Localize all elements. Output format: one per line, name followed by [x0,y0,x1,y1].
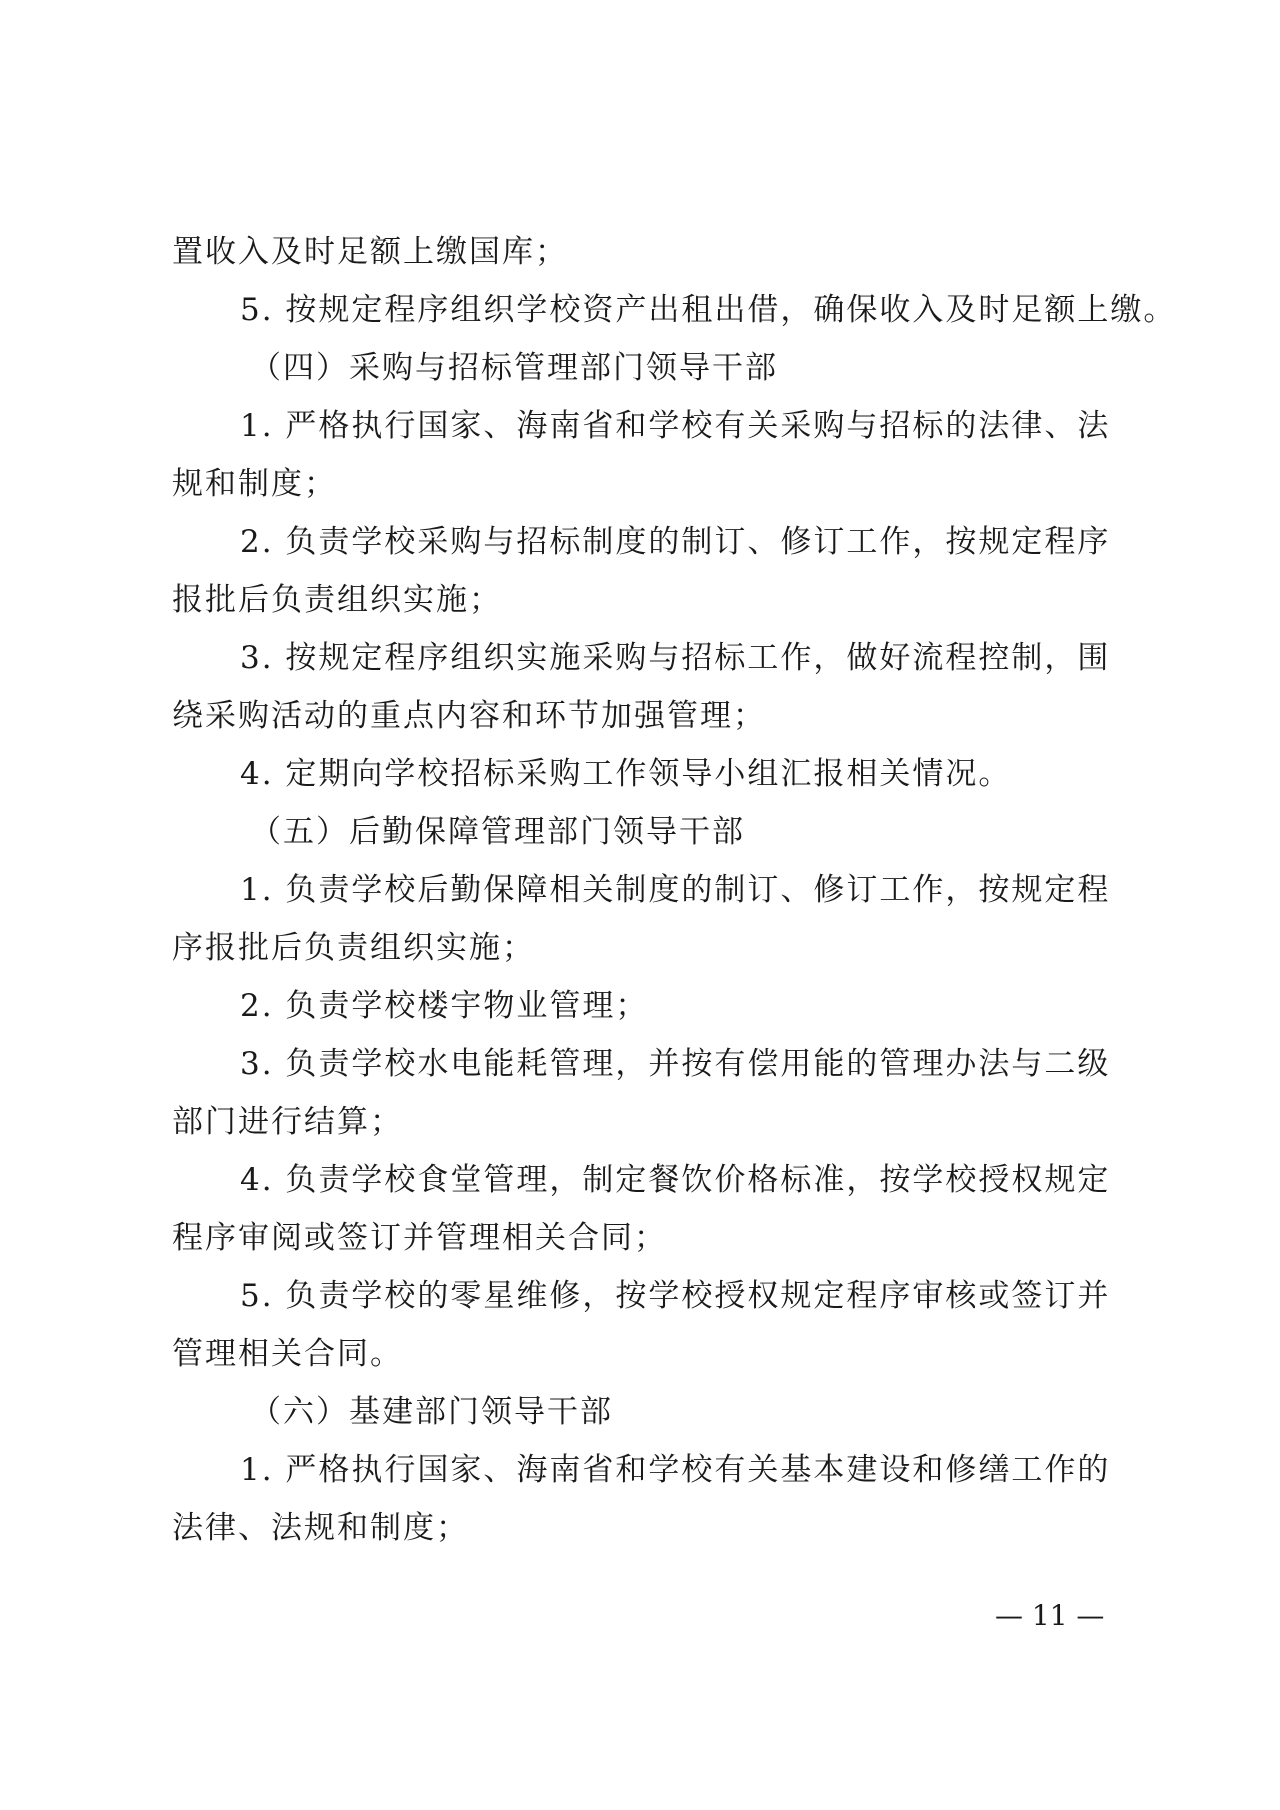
list-item: 1. 负责学校后勤保障相关制度的制订、修订工作，按规定程 [240,872,1111,908]
section-heading: （五）后勤保障管理部门领导干部 [250,814,745,850]
list-item: 5. 按规定程序组织学校资产出租出借，确保收入及时足额上缴。 [240,292,1177,328]
text-line: 部门进行结算； [172,1104,403,1140]
list-item: 1. 严格执行国家、海南省和学校有关基本建设和修缮工作的 [240,1452,1111,1488]
text-line: 规和制度； [172,466,337,502]
text-line: 序报批后负责组织实施； [172,930,535,966]
list-item: 2. 负责学校楼宇物业管理； [240,988,649,1024]
list-item: 1. 严格执行国家、海南省和学校有关采购与招标的法律、法 [240,408,1111,444]
text-line: 报批后负责组织实施； [172,582,502,618]
list-item: 2. 负责学校采购与招标制度的制订、修订工作，按规定程序 [240,524,1111,560]
text-line: 管理相关合同。 [172,1336,403,1372]
text-line: 法律、法规和制度； [172,1510,469,1546]
section-heading: （四）采购与招标管理部门领导干部 [250,350,778,386]
section-heading: （六）基建部门领导干部 [250,1394,613,1430]
list-item: 3. 负责学校水电能耗管理，并按有偿用能的管理办法与二级 [240,1046,1111,1082]
list-item: 4. 定期向学校招标采购工作领导小组汇报相关情况。 [240,756,1012,792]
text-line: 绕采购活动的重点内容和环节加强管理； [172,698,766,734]
text-line: 程序审阅或签订并管理相关合同； [172,1220,667,1256]
list-item: 3. 按规定程序组织实施采购与招标工作，做好流程控制，围 [240,640,1111,676]
list-item: 4. 负责学校食堂管理，制定餐饮价格标准，按学校授权规定 [240,1162,1111,1198]
text-line: 置收入及时足额上缴国库； [172,234,568,270]
list-item: 5. 负责学校的零星维修，按学校授权规定程序审核或签订并 [240,1278,1111,1314]
page-number: — 11 — [995,1599,1105,1632]
